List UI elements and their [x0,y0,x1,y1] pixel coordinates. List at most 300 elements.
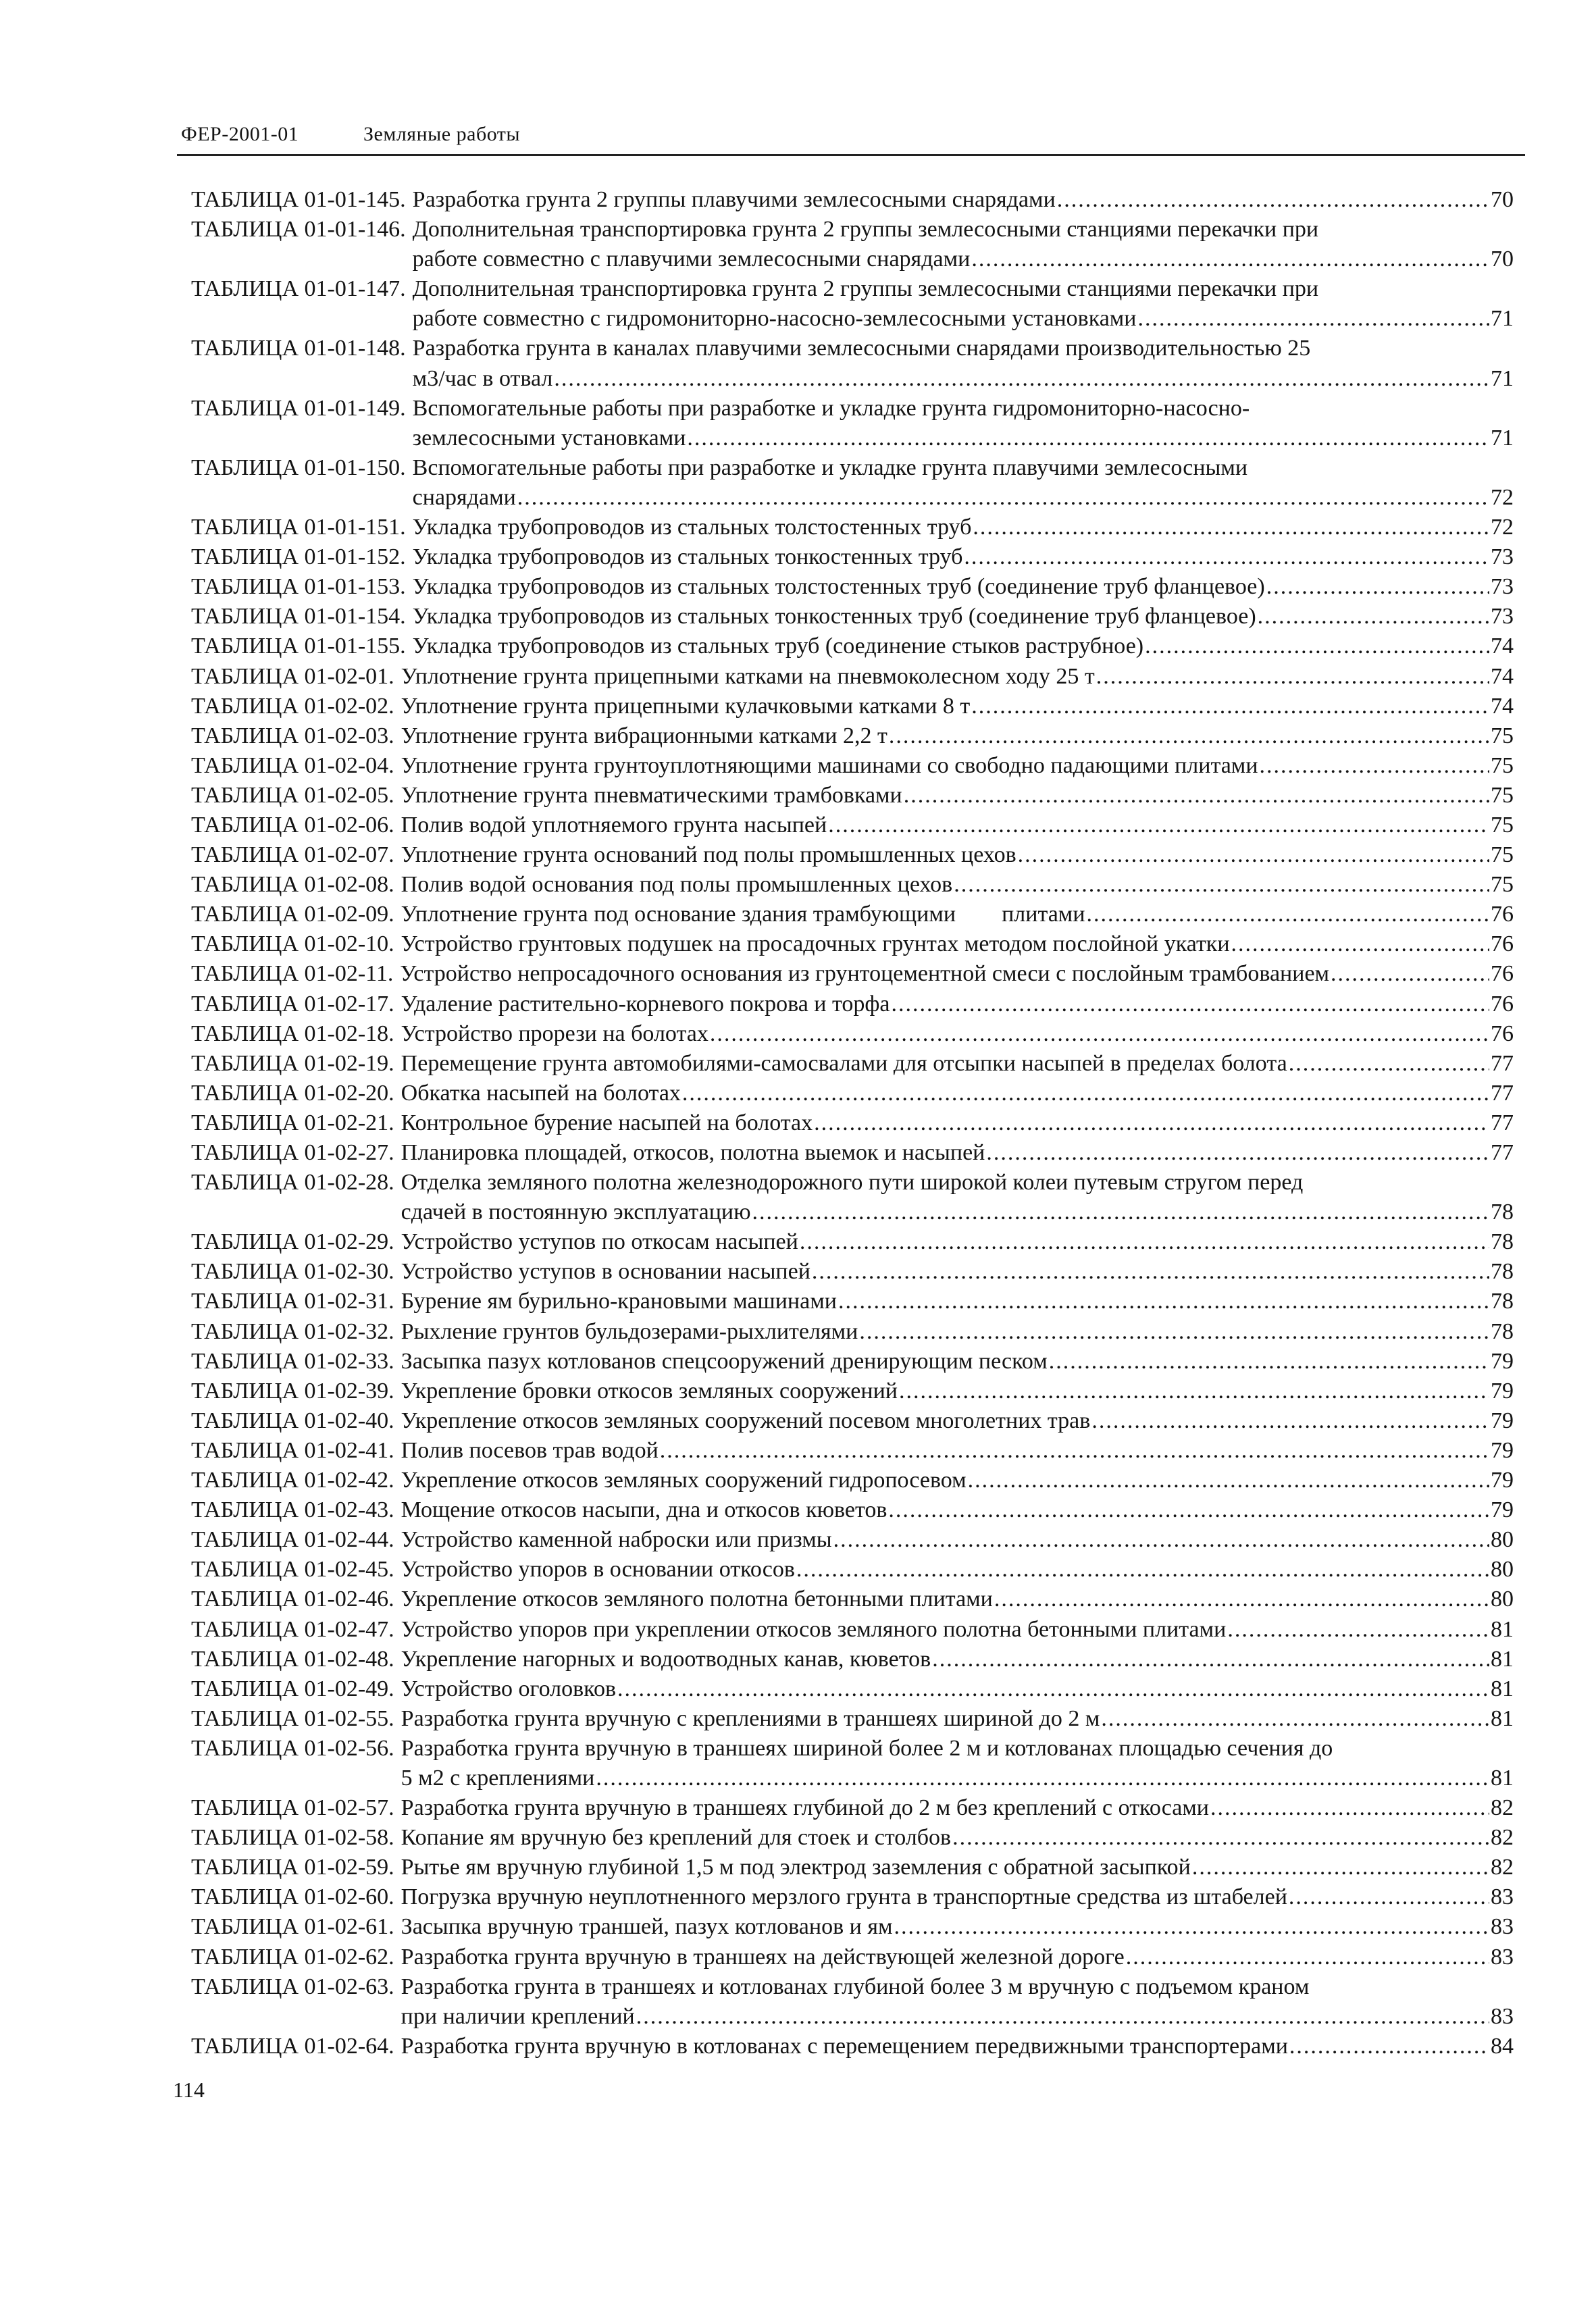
toc-entry-label: ТАБЛИЦА 01-02-05. [191,782,394,808]
toc-entry-label: ТАБЛИЦА 01-02-07. [191,842,394,868]
toc-entry-title: Полив водой основания под полы промышленных цехов [401,872,953,898]
toc-entry-title: Вспомогательные работы при разработке и укладке грунта плавучими землесосными [412,455,1248,480]
toc-entry-title: Обкатка насыпей на болотах [401,1080,681,1106]
toc-entry-body [394,751,1514,781]
toc-entry-body [406,542,1514,572]
toc-entry-label: ТАБЛИЦА 01-02-08. [191,872,394,898]
toc-entry-title: снарядами [412,484,516,510]
toc-entry-line [413,185,1514,215]
dot-leader [859,1317,1489,1347]
toc-entry [191,1734,1514,1793]
toc-entry-title: Разработка грунта вручную в траншеях глубиной до 2 м без креплений с откосами [401,1795,1209,1821]
toc-entry-body [394,840,1514,870]
dot-leader [814,1108,1489,1138]
toc-entry-body [394,1227,1514,1257]
dot-leader [800,1227,1489,1257]
dot-leader [1091,1406,1489,1436]
toc-entry [191,1108,1514,1138]
toc-entry-page: 78 [1491,1318,1514,1344]
toc-entry-body [394,692,1514,721]
toc-entry-body [394,1466,1514,1495]
toc-entry-label: ТАБЛИЦА 01-02-33. [191,1348,394,1374]
toc-entry-page: 79 [1491,1497,1514,1523]
toc-entry-page: 77 [1491,1050,1514,1076]
toc-entry [191,692,1514,721]
toc-entry [191,781,1514,811]
toc-entry-label: ТАБЛИЦА 01-02-61. [191,1914,394,1940]
toc-entry-line [413,542,1514,572]
toc-entry-line [401,1615,1514,1645]
dot-leader [1227,1615,1489,1645]
toc-entry [191,1704,1514,1734]
toc-entry-line [401,1079,1514,1108]
toc-entry-body [394,1943,1514,1972]
toc-entry-page: 74 [1491,693,1514,719]
toc-entry-body [394,662,1514,692]
toc-entry [191,870,1514,900]
toc-entry-label: ТАБЛИЦА 01-01-146. [191,217,406,242]
dot-leader [828,811,1489,840]
toc-entry-label: ТАБЛИЦА 01-02-30. [191,1259,394,1285]
toc-entry [191,1406,1514,1436]
toc-entry-line [413,453,1514,483]
dot-leader [1018,840,1489,870]
toc-entry-line [401,1227,1514,1257]
toc-entry-line [401,781,1514,811]
dot-leader [1289,2032,1489,2061]
toc-entry [191,1495,1514,1525]
toc-entry-title: Погрузка вручную неуплотненного мерзлого грунта в транспортные средства из штабелей [401,1884,1287,1910]
dot-leader [894,1912,1489,1942]
toc-entry-title: Укрепление нагорных и водоотводных канав, кюветов [401,1646,931,1672]
toc-entry [191,602,1514,632]
toc-entry-line [401,1525,1514,1555]
toc-entry-line [401,1138,1514,1168]
toc-entry-page: 80 [1491,1587,1514,1612]
toc-entry-title: Уплотнение грунта прицепными кулачковыми катками 8 т [401,693,971,719]
toc-entry-title: работе совместно с плавучими землесосными снарядами [412,247,971,272]
toc-entry [191,1168,1514,1227]
toc-entry [191,1882,1514,1912]
toc-entry [191,900,1514,929]
toc-entry-title: Уплотнение грунта прицепными катками на пневмоколесном ходу 25 т [401,663,1095,689]
page-number: 114 [173,2078,205,2102]
toc-entry-page: 77 [1491,1110,1514,1135]
toc-entry-page: 81 [1491,1616,1514,1642]
toc-entry-page: 76 [1491,931,1514,957]
toc-entry-label: ТАБЛИЦА 01-02-19. [191,1050,394,1076]
toc-entry-body [394,1793,1514,1823]
toc-entry-label: ТАБЛИЦА 01-01-150. [191,455,406,480]
toc-entry-title: Укрепление откосов земляных сооружений посевом многолетних трав [401,1408,1091,1433]
toc-entry-line [413,483,1514,513]
toc-entry [191,1317,1514,1347]
toc-entry-page: 80 [1491,1557,1514,1583]
toc-entry-page: 83 [1491,1944,1514,1970]
dot-leader [968,1466,1489,1495]
toc-entry-label: ТАБЛИЦА 01-02-64. [191,2033,394,2059]
toc-entry-label: ТАБЛИЦА 01-02-27. [191,1140,394,1165]
toc-entry-title: Укрепление откосов земляного полотна бетонными плитами [401,1587,993,1612]
dot-leader [1101,1704,1489,1734]
toc-entry-title: Устройство уступов в основании насыпей [401,1259,810,1285]
dot-leader [971,245,1489,274]
dot-leader [994,1585,1489,1614]
dot-leader [617,1674,1489,1704]
toc-entry-page: 80 [1491,1527,1514,1553]
toc-entry-label: ТАБЛИЦА 01-01-149. [191,395,406,421]
toc-entry-line [413,364,1514,394]
dot-leader [710,1019,1489,1049]
toc-entry-body [394,1555,1514,1585]
toc-entry-body [394,870,1514,900]
toc-entry-label: ТАБЛИЦА 01-02-18. [191,1021,394,1046]
toc-entry-title: Укрепление откосов земляных сооружений гидропосевом [401,1468,967,1493]
toc-entry-body [394,1615,1514,1645]
toc-entry-title: Рытье ям вручную глубиной 1,5 м под электрод заземления с обратной засыпкой [401,1855,1191,1880]
dot-leader [554,364,1489,394]
toc-entry-label: ТАБЛИЦА 01-02-63. [191,1974,394,1999]
toc-entry-title: Разработка грунта вручную с креплениями в траншеях шириной до 2 м [401,1705,1100,1731]
toc-entry-title: Уплотнение грунта вибрационными катками 2,2 т [401,723,887,748]
toc-entry-label: ТАБЛИЦА 01-01-155. [191,634,406,659]
toc-entry-page: 76 [1491,961,1514,987]
toc-entry-page: 77 [1491,1140,1514,1165]
toc-entry-line [401,1198,1514,1227]
toc-entry-line [401,1436,1514,1466]
toc-entry-label: ТАБЛИЦА 01-02-58. [191,1825,394,1851]
toc-entry-line [401,1406,1514,1436]
toc-entry-page: 73 [1491,604,1514,629]
toc-entry [191,721,1514,751]
toc-entry-label: ТАБЛИЦА 01-02-59. [191,1855,394,1880]
toc-entry-label: ТАБЛИЦА 01-02-02. [191,693,394,719]
dot-leader [986,1138,1489,1168]
toc-entry-line [401,1555,1514,1585]
toc-entry-page: 74 [1491,634,1514,659]
dot-leader [1057,185,1489,215]
toc-entry-body [406,453,1514,513]
toc-entry-title: землесосными установками [412,425,686,451]
toc-entry-label: ТАБЛИЦА 01-02-45. [191,1557,394,1583]
toc-entry-title: Планировка площадей, откосов, полотна выемок и насыпей [401,1140,985,1165]
toc-entry [191,751,1514,781]
toc-entry-body [394,1674,1514,1704]
toc-entry-title: Уплотнение грунта грунтоуплотняющими машинами со свободно падающими плитами [401,752,1258,778]
toc-entry-title: Устройство прорези на болотах [401,1021,709,1046]
toc-entry [191,274,1514,334]
toc-entry-body [394,900,1514,929]
dot-leader [1266,572,1489,602]
toc-entry-page: 79 [1491,1408,1514,1433]
toc-entry-line [401,2002,1514,2032]
toc-entry-body [406,602,1514,632]
toc-entry-title: Разработка грунта вручную в траншеях на действующей железной дороге [401,1944,1125,1970]
toc-entry-page: 77 [1491,1080,1514,1106]
toc-entry-line [401,1645,1514,1674]
toc-entry-label: ТАБЛИЦА 01-02-11. [191,961,394,987]
toc-entry-page: 79 [1491,1437,1514,1463]
toc-entry-title: Дополнительная транспортировка грунта 2 группы землесосными станциями перекачки при [412,276,1319,302]
toc-entry [191,1615,1514,1645]
toc-entry [191,2032,1514,2061]
toc-entry-body [394,1436,1514,1466]
toc-entry-page: 71 [1491,365,1514,391]
toc-entry-title: Разработка грунта 2 группы плавучими землесосными снарядами [412,187,1056,212]
toc-entry-page: 76 [1491,1021,1514,1046]
dot-leader [1049,1347,1489,1377]
toc-entry-title: Укладка трубопроводов из стальных толстостенных труб (соединение труб фланцевое) [412,574,1265,600]
dot-leader [1145,632,1489,661]
toc-entry [191,1525,1514,1555]
toc-entry-body [394,1108,1514,1138]
toc-entry-label: ТАБЛИЦА 01-02-49. [191,1676,394,1701]
toc-entry-line [401,1674,1514,1704]
toc-entry [191,959,1514,989]
toc-entry-page: 74 [1491,663,1514,689]
toc-entry-body [394,1853,1514,1882]
toc-entry [191,1585,1514,1614]
toc-entry-page: 73 [1491,544,1514,570]
toc-entry-body [393,959,1514,989]
toc-entry [191,1079,1514,1108]
toc-entry-title: Укладка трубопроводов из стальных толстостенных труб [412,515,972,540]
toc-entry-line [401,1704,1514,1734]
toc-entry-body [394,1406,1514,1436]
dot-leader [952,1823,1489,1853]
toc-entry [191,1972,1514,2032]
toc-entry-title: Разработка грунта вручную в траншеях шириной более 2 м и котлованах площадью сечения до [401,1735,1333,1761]
toc-entry-label: ТАБЛИЦА 01-02-57. [191,1795,394,1821]
toc-entry-page: 78 [1491,1259,1514,1285]
toc-entry-title: Удаление растительно-корневого покрова и торфа [401,991,890,1017]
toc-entry-page: 78 [1491,1289,1514,1314]
toc-entry-body [394,1138,1514,1168]
document-section-title: Земляные работы [363,123,521,145]
toc-entry-body [394,1972,1514,2032]
toc-entry-label: ТАБЛИЦА 01-02-43. [191,1497,394,1523]
toc-entry-body [406,334,1514,393]
toc-entry-line [401,811,1514,840]
toc-entry-body [406,185,1514,215]
toc-entry-body [394,1882,1514,1912]
toc-entry-line [401,1912,1514,1942]
toc-entry-line [401,1823,1514,1853]
toc-entry-title: Уплотнение грунта оснований под полы промышленных цехов [401,842,1016,868]
toc-entry-title: Устройство упоров в основании откосов [401,1557,795,1583]
toc-entry-line [413,394,1514,423]
toc-entry-title: работе совместно с гидромониторно-насосно-землесосными установками [412,306,1137,332]
toc-entry-line [401,751,1514,781]
dot-leader [833,1525,1489,1555]
toc-entry-body [394,1079,1514,1108]
toc-entry [191,1943,1514,1972]
dot-leader [1231,929,1489,959]
toc-entry-label: ТАБЛИЦА 01-02-44. [191,1527,394,1553]
toc-entry-line [401,1972,1514,2002]
dot-leader [1289,1882,1489,1912]
toc-entry-page: 70 [1491,187,1514,212]
toc-entry-body [394,929,1514,959]
toc-entry-body [394,1823,1514,1853]
toc-entry-label: ТАБЛИЦА 01-02-48. [191,1646,394,1672]
toc-entry-line [401,929,1514,959]
toc-entry-title: Уплотнение грунта пневматическими трамбовками [401,782,902,808]
toc-entry-title: Перемещение грунта автомобилями-самосвалами для отсыпки насыпей в пределах болота [401,1050,1287,1076]
toc-entry [191,334,1514,393]
toc-entry-page: 71 [1491,425,1514,451]
toc-entry-page: 75 [1491,752,1514,778]
toc-entry-page: 82 [1491,1855,1514,1880]
dot-leader [1331,959,1489,989]
dot-leader [1258,602,1489,632]
toc-entry-line [401,1466,1514,1495]
toc-entry-title: Укладка трубопроводов из стальных тонкостенных труб [412,544,963,570]
toc-entry-line [401,1585,1514,1614]
toc-entry-page: 79 [1491,1378,1514,1404]
dot-leader [971,692,1489,721]
toc-entry-body [394,1168,1514,1227]
toc-entry-title: Засыпка вручную траншей, пазух котлованов и ям [401,1914,893,1940]
toc-entry-label: ТАБЛИЦА 01-02-31. [191,1289,394,1314]
toc-entry-label: ТАБЛИЦА 01-02-29. [191,1229,394,1255]
dot-leader [1126,1943,1489,1972]
toc-entry-title: Устройство непросадочного основания из грунтоцементной смеси с послойным трамбованием [400,961,1330,987]
toc-entry-page: 73 [1491,574,1514,600]
dot-leader [517,483,1489,513]
toc-entry-body [394,1912,1514,1942]
toc-entry-body [394,781,1514,811]
toc-entry-page: 81 [1491,1705,1514,1731]
dot-leader [904,781,1489,811]
toc-entry-page: 78 [1491,1229,1514,1255]
toc-entry-title: Мощение откосов насыпи, дна и откосов кюветов [401,1497,887,1523]
dot-leader [888,1495,1489,1525]
toc-entry-title: Укладка трубопроводов из стальных труб (соединение стыков раструбное) [412,634,1144,659]
toc-entry-line [401,662,1514,692]
toc-entry-body [394,1347,1514,1377]
toc-entry [191,1227,1514,1257]
toc-entry-body [406,274,1514,334]
toc-entry [191,394,1514,453]
toc-entry [191,929,1514,959]
toc-entry-title: Копание ям вручную без креплений для стоек и столбов [401,1825,952,1851]
toc-entry-label: ТАБЛИЦА 01-02-06. [191,812,394,838]
toc-entry-line [413,215,1514,245]
toc-entry-page: 81 [1491,1646,1514,1672]
toc-entry-line [413,602,1514,632]
toc-entry-title: Устройство уступов по откосам насыпей [401,1229,798,1255]
toc-entry-title: Устройство грунтовых подушек на просадочных грунтах методом послойной укатки [401,931,1230,957]
toc-entry-label: ТАБЛИЦА 01-02-39. [191,1378,394,1404]
toc-entry-page: 72 [1491,484,1514,510]
toc-entry-label: ТАБЛИЦА 01-01-153. [191,574,406,600]
dot-leader [596,1764,1489,1793]
toc-entry-label: ТАБЛИЦА 01-02-40. [191,1408,394,1433]
toc-entry-label: ТАБЛИЦА 01-02-55. [191,1705,394,1731]
toc-entry-page: 75 [1491,842,1514,868]
toc-entry-body [394,1317,1514,1347]
dot-leader [1289,1049,1489,1079]
dot-leader [954,870,1489,900]
toc-entry-title: Разработка грунта в каналах плавучими землесосными снарядами производительностью 25 [412,336,1311,361]
toc-entry-page: 76 [1491,991,1514,1017]
toc-entry-title: при наличии креплений [401,2003,635,2029]
toc-entry [191,1138,1514,1168]
toc-entry-label: ТАБЛИЦА 01-02-17. [191,991,394,1017]
toc-entry-line [401,1764,1514,1793]
toc-entry-page: 83 [1491,2003,1514,2029]
toc-entry-line [413,334,1514,363]
dot-leader [899,1377,1489,1406]
toc-entry-label: ТАБЛИЦА 01-02-46. [191,1587,394,1612]
toc-entry [191,662,1514,692]
dot-leader [1087,900,1489,929]
dot-leader [1096,662,1489,692]
dot-leader [796,1555,1489,1585]
toc-entry-label: ТАБЛИЦА 01-02-47. [191,1616,394,1642]
toc-entry-page: 82 [1491,1825,1514,1851]
dot-leader [660,1436,1489,1466]
toc-entry-line [413,513,1514,542]
toc-entry-page: 81 [1491,1765,1514,1791]
toc-entry [191,811,1514,840]
toc-entry [191,1645,1514,1674]
toc-entry-body [394,1585,1514,1614]
toc-entry-body [394,1377,1514,1406]
dot-leader [932,1645,1489,1674]
toc-entry-body [394,1525,1514,1555]
toc-entry [191,572,1514,602]
toc-entry [191,1377,1514,1406]
toc-entry [191,453,1514,513]
toc-entry [191,1674,1514,1704]
toc-entry-title: Устройство каменной наброски или призмы [401,1527,832,1553]
toc-entry [191,1049,1514,1079]
toc-entry-line [400,959,1514,989]
toc-entry [191,513,1514,542]
toc-entry-body [394,2032,1514,2061]
toc-entry-title: м3/час в отвал [412,365,553,391]
toc-entry-title: Устройство оголовков [401,1676,617,1701]
toc-entry-title: Засыпка пазух котлованов спецсооружений дренирующим песком [401,1348,1048,1374]
toc-entry-line [401,721,1514,751]
toc-entry-title: Разработка грунта в траншеях и котлованах глубиной более 3 м вручную с подъемом краном [401,1974,1310,1999]
toc-entry-title: Отделка земляного полотна железнодорожного пути широкой колеи путевым стругом перед [401,1170,1304,1195]
dot-leader [973,513,1489,542]
toc-entry-label: ТАБЛИЦА 01-02-01. [191,663,394,689]
dot-leader [687,423,1489,453]
dot-leader [682,1079,1489,1108]
toc-entry-body [394,989,1514,1019]
toc-entry-line [401,900,1514,929]
toc-entry-page: 70 [1491,247,1514,272]
toc-entry-body [394,1645,1514,1674]
toc-entry-line [401,1377,1514,1406]
toc-entry [191,1466,1514,1495]
toc-entry-line [401,1495,1514,1525]
toc-entry-body [406,572,1514,602]
toc-entry-title: Дополнительная транспортировка грунта 2 группы землесосными станциями перекачки при [412,217,1319,242]
toc-entry-page: 79 [1491,1348,1514,1374]
toc-entry-page: 75 [1491,723,1514,748]
toc-entry-title: Бурение ям бурильно-крановыми машинами [401,1289,837,1314]
document-code: ФЕР-2001-01 [181,123,299,145]
toc-entry-title: Устройство упоров при укреплении откосов земляного полотна бетонными плитами [401,1616,1227,1642]
toc-entry-title: Укрепление бровки откосов земляных сооружений [401,1378,898,1404]
toc-entry-title: Вспомогательные работы при разработке и укладке грунта гидромониторно-насосно- [412,395,1250,421]
toc-entry-body [394,1049,1514,1079]
